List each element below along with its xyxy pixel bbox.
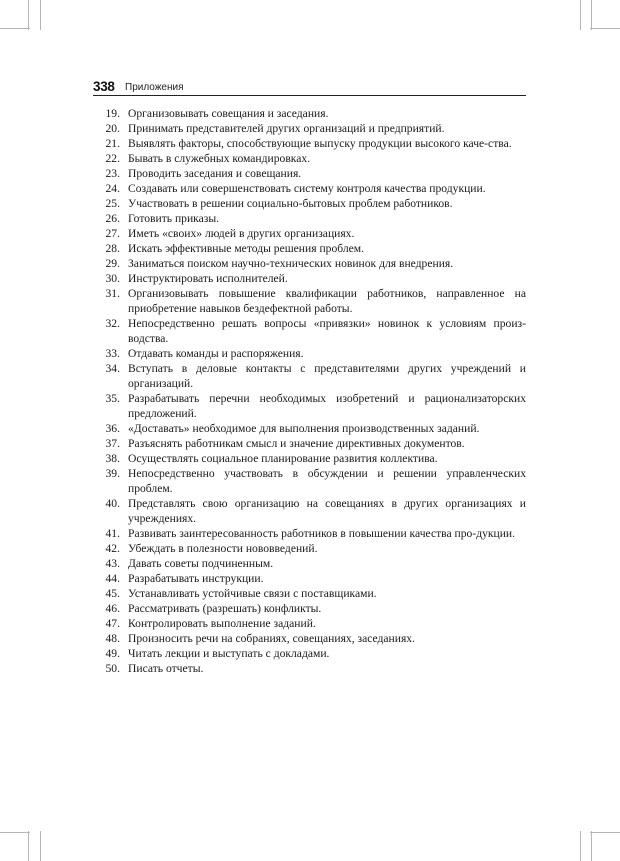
list-item-number: 48. bbox=[105, 632, 120, 645]
list-item-number: 47. bbox=[105, 617, 120, 630]
list-item bbox=[0, 106, 620, 121]
list-item-number: 38. bbox=[105, 452, 120, 465]
list-item-text: Рассматривать (разрешать) конфликты. bbox=[128, 602, 322, 615]
list-item bbox=[0, 241, 620, 256]
list-item-number: 26. bbox=[105, 212, 120, 225]
list-item-text: Непосредственно участвовать в обсуждении и решении управленческих проблем. bbox=[128, 467, 526, 495]
list-item-number: 45. bbox=[105, 587, 120, 600]
list-item bbox=[0, 226, 620, 241]
list-item-text: Выявлять факторы, способствующие выпуску продукции высокого каче-ства. bbox=[128, 137, 512, 150]
list-item bbox=[0, 136, 620, 151]
list-item-text: Создавать или совершенствовать систему контроля качества продукции. bbox=[128, 182, 486, 195]
list-item bbox=[0, 451, 620, 466]
list-item-text: Бывать в служебных командировках. bbox=[128, 152, 311, 165]
list-item-text: Разрабатывать перечни необходимых изобретений и рационализаторских предложений. bbox=[128, 392, 526, 420]
crop-mark-top-left bbox=[28, 0, 29, 30]
list-item-text: Принимать представителей других организаций и предприятий. bbox=[128, 122, 445, 135]
list-item bbox=[0, 181, 620, 196]
list-item-text: Убеждать в полезности нововведений. bbox=[128, 542, 318, 555]
list-item bbox=[0, 166, 620, 181]
list-item-number: 30. bbox=[105, 272, 120, 285]
list-item bbox=[0, 151, 620, 166]
list-item bbox=[0, 556, 620, 571]
list-item-text: Проводить заседания и совещания. bbox=[128, 167, 302, 180]
list-item-text: Непосредственно решать вопросы «привязки» новинок к условиям произ-водства. bbox=[128, 317, 526, 345]
list-item bbox=[0, 661, 620, 676]
list-item-text: Читать лекции и выступать с докладами. bbox=[128, 647, 330, 660]
list-item bbox=[0, 346, 620, 361]
list-item bbox=[0, 526, 620, 541]
list-item-text: Вступать в деловые контакты с представителями других учреждений и организаций. bbox=[128, 362, 526, 390]
list-item-number: 21. bbox=[105, 137, 120, 150]
list-item-number: 42. bbox=[105, 542, 120, 555]
list-item bbox=[0, 646, 620, 661]
list-item bbox=[0, 601, 620, 616]
list-item-text: Давать советы подчиненным. bbox=[128, 557, 274, 570]
numbered-list bbox=[0, 106, 620, 676]
list-item-text: Контролировать выполнение заданий. bbox=[128, 617, 316, 630]
list-item-number: 19. bbox=[105, 107, 120, 120]
list-item-number: 34. bbox=[105, 362, 120, 375]
running-header bbox=[93, 79, 526, 96]
list-item bbox=[0, 466, 620, 496]
list-item bbox=[0, 211, 620, 226]
list-item-number: 33. bbox=[105, 347, 120, 360]
list-item-text: Представлять свою организацию на совещаниях в других организациях и учреждениях. bbox=[128, 497, 526, 525]
list-item-number: 28. bbox=[105, 242, 120, 255]
list-item-text: Участвовать в решении социально-бытовых проблем работников. bbox=[128, 197, 453, 210]
crop-mark-bottom-right-inner bbox=[580, 831, 581, 861]
crop-mark-bottom-left-inner bbox=[40, 831, 41, 861]
list-item-text: Разъяснять работникам смысл и значение директивных документов. bbox=[128, 437, 465, 450]
list-item-number: 37. bbox=[105, 437, 120, 450]
list-item-text: Инструктировать исполнителей. bbox=[128, 272, 288, 285]
list-item-text: Разрабатывать инструкции. bbox=[128, 572, 264, 585]
list-item-text: «Доставать» необходимое для выполнения производственных заданий. bbox=[128, 422, 480, 435]
list-item-number: 50. bbox=[105, 662, 120, 675]
crop-mark-bottom-right-horizontal bbox=[590, 832, 620, 833]
list-item bbox=[0, 541, 620, 556]
list-item bbox=[0, 616, 620, 631]
crop-mark-top-right-horizontal bbox=[590, 28, 620, 29]
list-item-number: 20. bbox=[105, 122, 120, 135]
list-item bbox=[0, 256, 620, 271]
list-item-number: 31. bbox=[105, 287, 120, 300]
list-item-number: 43. bbox=[105, 557, 120, 570]
list-item-number: 41. bbox=[105, 527, 120, 540]
list-item-text: Готовить приказы. bbox=[128, 212, 220, 225]
list-item-text: Произносить речи на собраниях, совещаниях, заседаниях. bbox=[128, 632, 415, 645]
list-item-text: Искать эффективные методы решения проблем. bbox=[128, 242, 365, 255]
crop-mark-bottom-right bbox=[591, 831, 592, 861]
list-item-number: 35. bbox=[105, 392, 120, 405]
list-item-number: 36. bbox=[105, 422, 120, 435]
list-item bbox=[0, 121, 620, 136]
list-item-text: Отдавать команды и распоряжения. bbox=[128, 347, 304, 360]
list-item bbox=[0, 496, 620, 526]
list-item-number: 40. bbox=[105, 497, 120, 510]
list-item-number: 49. bbox=[105, 647, 120, 660]
list-item-text: Организовывать совещания и заседания. bbox=[128, 107, 329, 120]
list-item bbox=[0, 631, 620, 646]
list-item-number: 23. bbox=[105, 167, 120, 180]
list-item bbox=[0, 286, 620, 316]
list-item-number: 27. bbox=[105, 227, 120, 240]
list-item-number: 25. bbox=[105, 197, 120, 210]
list-item-number: 46. bbox=[105, 602, 120, 615]
list-item-number: 24. bbox=[105, 182, 120, 195]
list-item-number: 32. bbox=[105, 317, 120, 330]
list-item-text: Писать отчеты. bbox=[128, 662, 204, 675]
list-item bbox=[0, 436, 620, 451]
list-item bbox=[0, 361, 620, 391]
crop-mark-bottom-left bbox=[28, 831, 29, 861]
crop-mark-top-left-inner bbox=[40, 0, 41, 30]
list-item bbox=[0, 316, 620, 346]
list-item bbox=[0, 196, 620, 211]
list-item-text: Развивать заинтересованность работников в повышении качества про-дукции. bbox=[128, 527, 516, 540]
list-item-text: Организовывать повышение квалификации работников, направленное на приобретение навыков бездефектной работы. bbox=[128, 287, 526, 315]
crop-mark-top-right bbox=[591, 0, 592, 30]
list-item bbox=[0, 421, 620, 436]
crop-mark-top-right-inner bbox=[580, 0, 581, 30]
crop-mark-top-left-horizontal bbox=[0, 28, 30, 29]
list-item-number: 39. bbox=[105, 467, 120, 480]
list-item-text: Устанавливать устойчивые связи с поставщиками. bbox=[128, 587, 377, 600]
list-item bbox=[0, 586, 620, 601]
list-item bbox=[0, 391, 620, 421]
list-item-text: Иметь «своих» людей в других организациях. bbox=[128, 227, 355, 240]
page-number: 338 bbox=[93, 79, 115, 94]
list-item-number: 44. bbox=[105, 572, 120, 585]
list-item-number: 29. bbox=[105, 257, 120, 270]
list-item-text: Осуществлять социальное планирование развития коллектива. bbox=[128, 452, 438, 465]
list-item-number: 22. bbox=[105, 152, 120, 165]
list-item bbox=[0, 571, 620, 586]
list-item-text: Заниматься поиском научно-технических новинок для внедрения. bbox=[128, 257, 454, 270]
crop-mark-bottom-left-horizontal bbox=[0, 832, 30, 833]
section-title: Приложения bbox=[125, 82, 184, 93]
list-item bbox=[0, 271, 620, 286]
